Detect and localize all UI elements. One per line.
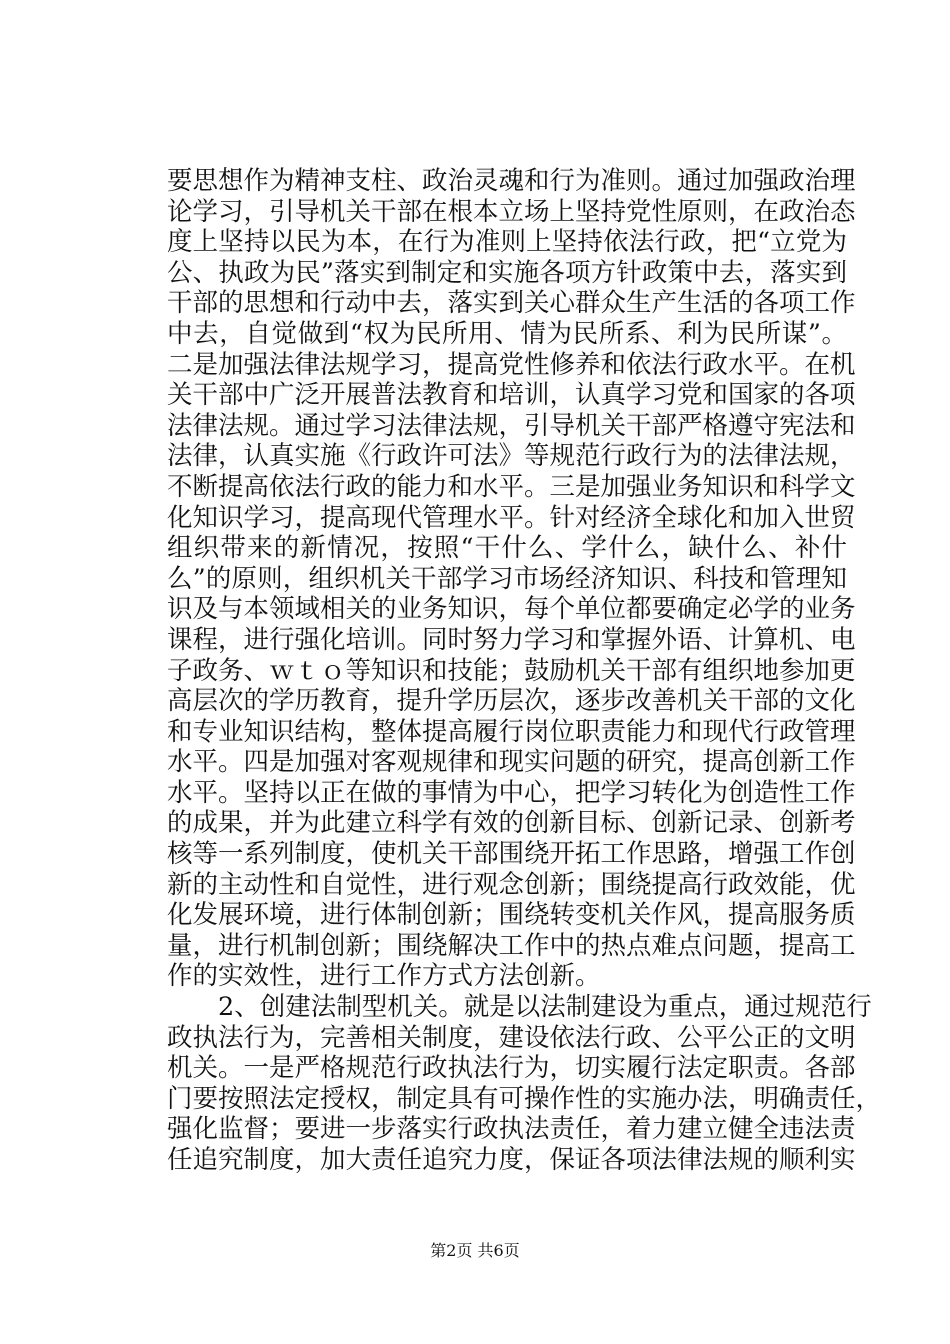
text-line: 化知识学习，提高现代管理水平。针对经济全球化和加入世贸 xyxy=(167,502,856,533)
text-line: 么”的原则，组织机关干部学习市场经济知识、科技和管理知 xyxy=(167,563,847,594)
text-line: 度上坚持以民为本，在行为准则上坚持依法行政，把“立党为 xyxy=(167,227,847,258)
text-line: 水平。四是加强对客观规律和现实问题的研究，提高创新工作 xyxy=(167,747,856,778)
text-line: 和专业知识结构，整体提高履行岗位职责能力和现代行政管理 xyxy=(167,716,856,747)
paragraph-start-line: 2、创建法制型机关。就是以法制建设为重点，通过规范行 xyxy=(218,992,872,1023)
text-line: 核等一系列制度，使机关干部围绕开拓工作思路，增强工作创 xyxy=(167,839,856,870)
text-line: 公、执政为民”落实到制定和实施各项方针政策中去，落实到 xyxy=(167,257,847,288)
body-text xyxy=(167,166,882,1176)
text-line: 二是加强法律法规学习，提高党性修养和依法行政水平。在机 xyxy=(167,349,856,380)
text-line: 识及与本领域相关的业务知识，每个单位都要确定必学的业务 xyxy=(167,594,856,625)
text-line: 量，进行机制创新；围绕解决工作中的热点难点问题，提高工 xyxy=(167,930,856,961)
text-line: 强化监督；要进一步落实行政执法责任，着力建立健全违法责 xyxy=(167,1114,856,1145)
text-line: 法律，认真实施《行政许可法》等规范行政行为的法律法规， xyxy=(167,441,856,472)
text-line: 的成果，并为此建立科学有效的创新目标、创新记录、创新考 xyxy=(167,808,856,839)
text-line: 政执法行为，完善相关制度，建设依法行政、公平公正的文明 xyxy=(167,1022,856,1053)
text-line: 高层次的学历教育，提升学历层次，逐步改善机关干部的文化 xyxy=(167,686,856,717)
text-line: 水平。坚持以正在做的事情为中心，把学习转化为创造性工作 xyxy=(167,777,856,808)
text-line: 子政务、ｗｔｏ等知识和技能；鼓励机关干部有组织地参加更 xyxy=(167,655,856,686)
text-line: 门要按照法定授权，制定具有可操作性的实施办法，明确责任， xyxy=(167,1083,882,1114)
text-line: 组织带来的新情况，按照“干什么、学什么，缺什么、补什 xyxy=(167,533,847,564)
paragraph-end-line: 作的实效性，进行工作方式方法创新。 xyxy=(167,961,601,992)
text-line: 任追究制度，加大责任追究力度，保证各项法律法规的顺利实 xyxy=(167,1145,856,1175)
text-line: 法律法规。通过学习法律法规，引导机关干部严格遵守宪法和 xyxy=(167,410,856,441)
page-number-footer: 第2页 共6页 xyxy=(430,1241,520,1260)
text-line: 干部的思想和行动中去，落实到关心群众生产生活的各项工作 xyxy=(167,288,856,319)
text-line: 中去，自觉做到“权为民所用、情为民所系、利为民所谋”。 xyxy=(167,318,847,349)
text-line: 机关。一是严格规范行政执法行为，切实履行法定职责。各部 xyxy=(167,1053,856,1084)
text-line: 要思想作为精神支柱、政治灵魂和行为准则。通过加强政治理 xyxy=(167,166,856,196)
text-line: 化发展环境，进行体制创新；围绕转变机关作风，提高服务质 xyxy=(167,900,856,931)
text-line: 关干部中广泛开展普法教育和培训，认真学习党和国家的各项 xyxy=(167,380,856,411)
text-line: 不断提高依法行政的能力和水平。三是加强业务知识和科学文 xyxy=(167,471,856,502)
text-line: 新的主动性和自觉性，进行观念创新；围绕提高行政效能，优 xyxy=(167,869,856,900)
text-line: 课程，进行强化培训。同时努力学习和掌握外语、计算机、电 xyxy=(167,624,856,655)
text-line: 论学习，引导机关干部在根本立场上坚持党性原则，在政治态 xyxy=(167,196,856,227)
